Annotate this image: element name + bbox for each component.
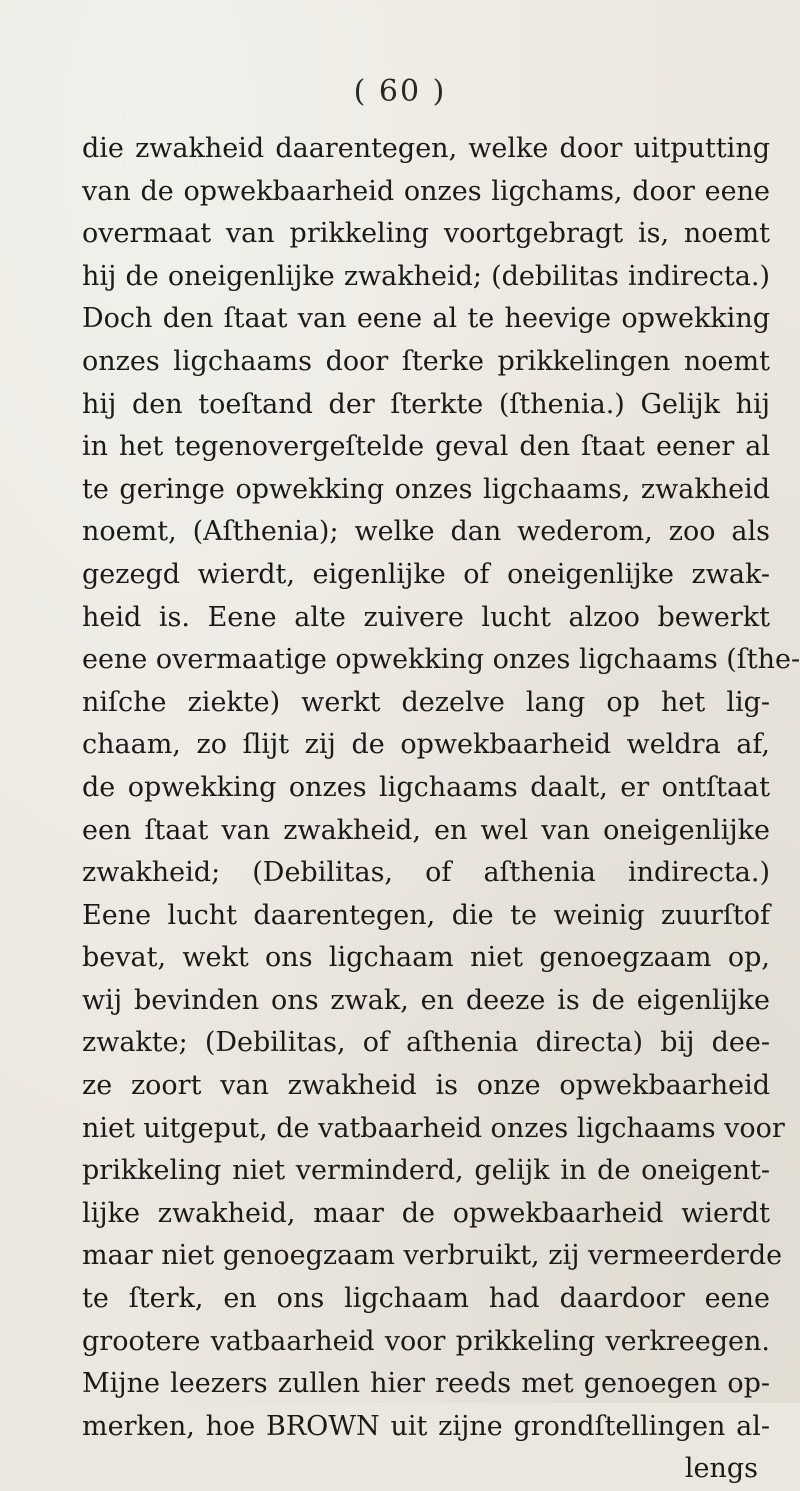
text-line: grootere vatbaarheid voor prikkeling verkreegen.	[82, 1325, 770, 1357]
text-line: prikkeling niet verminderd, gelijk in de oneigent-	[82, 1155, 770, 1187]
text-line: gezegd wierdt, eigenlijke of oneigenlijke zwak-	[82, 558, 770, 590]
text-line: Mijne leezers zullen hier reeds met genoegen op-	[82, 1368, 770, 1400]
text-line: chaam, zo ſlijt zij de opwekbaarheid weldra af,	[82, 729, 770, 761]
text-line: te ſterk, en ons ligchaam had daardoor eene	[82, 1283, 770, 1315]
text-line: zwakheid; (Debilitas, of aſthenia indirecta.)	[82, 857, 770, 889]
text-line: wij bevinden ons zwak, en deeze is de eigenlijke	[82, 984, 770, 1016]
text-line: overmaat van prikkeling voortgebragt is, noemt	[82, 218, 770, 250]
text-line: Eene lucht daarentegen, die te weinig zuurſtof	[82, 899, 770, 931]
text-line: Doch den ſtaat van eene al te heevige opwekking	[82, 303, 770, 335]
text-line: de opwekking onzes ligchaams daalt, er ontſtaat	[82, 771, 770, 803]
text-line: in het tegenovergeſtelde geval den ſtaat eener al	[82, 431, 770, 463]
text-line: van de opwekbaarheid onzes ligchams, door eene	[82, 175, 770, 207]
catchword: lengs	[684, 1453, 758, 1485]
text-line: ze zoort van zwakheid is onze opwekbaarheid	[82, 1070, 770, 1102]
text-line: noemt, (Aſthenia); welke dan wederom, zoo als	[82, 516, 770, 548]
text-line: maar niet genoegzaam verbruikt, zij vermeerderde	[82, 1240, 783, 1272]
text-line: zwakte; (Debilitas, of aſthenia directa) bij dee-	[82, 1027, 770, 1059]
text-line: een ſtaat van zwakheid, en wel van oneigenlijke	[82, 814, 770, 846]
text-line: hij den toeſtand der ſterkte (ſthenia.) Gelijk hij	[82, 388, 770, 420]
text-line: heid is. Eene alte zuivere lucht alzoo bewerkt	[82, 601, 770, 633]
text-line: eene overmaatige opwekking onzes ligchaams (ſthe-	[82, 644, 800, 676]
text-line: hij de oneigenlijke zwakheid; (debilitas indirecta.)	[82, 260, 770, 292]
text-line: niet uitgeput, de vatbaarheid onzes ligchaams voor	[82, 1112, 785, 1144]
text-line: merken, hoe BROWN uit zijne grondſtellingen al-	[82, 1410, 770, 1442]
body-text	[82, 128, 800, 1491]
text-line: niſche ziekte) werkt dezelve lang op het lig-	[82, 686, 770, 718]
page-number-header: ( 60 )	[353, 74, 447, 109]
text-line: lijke zwakheid, maar de opwekbaarheid wierdt	[82, 1197, 770, 1229]
text-line: te geringe opwekking onzes ligchaams, zwakheid	[82, 473, 770, 505]
text-line: onzes ligchaams door ſterke prikkelingen noemt	[82, 345, 770, 377]
text-line: die zwakheid daarentegen, welke door uitputting	[82, 133, 770, 164]
text-line: bevat, wekt ons ligchaam niet genoegzaam op,	[82, 942, 770, 974]
